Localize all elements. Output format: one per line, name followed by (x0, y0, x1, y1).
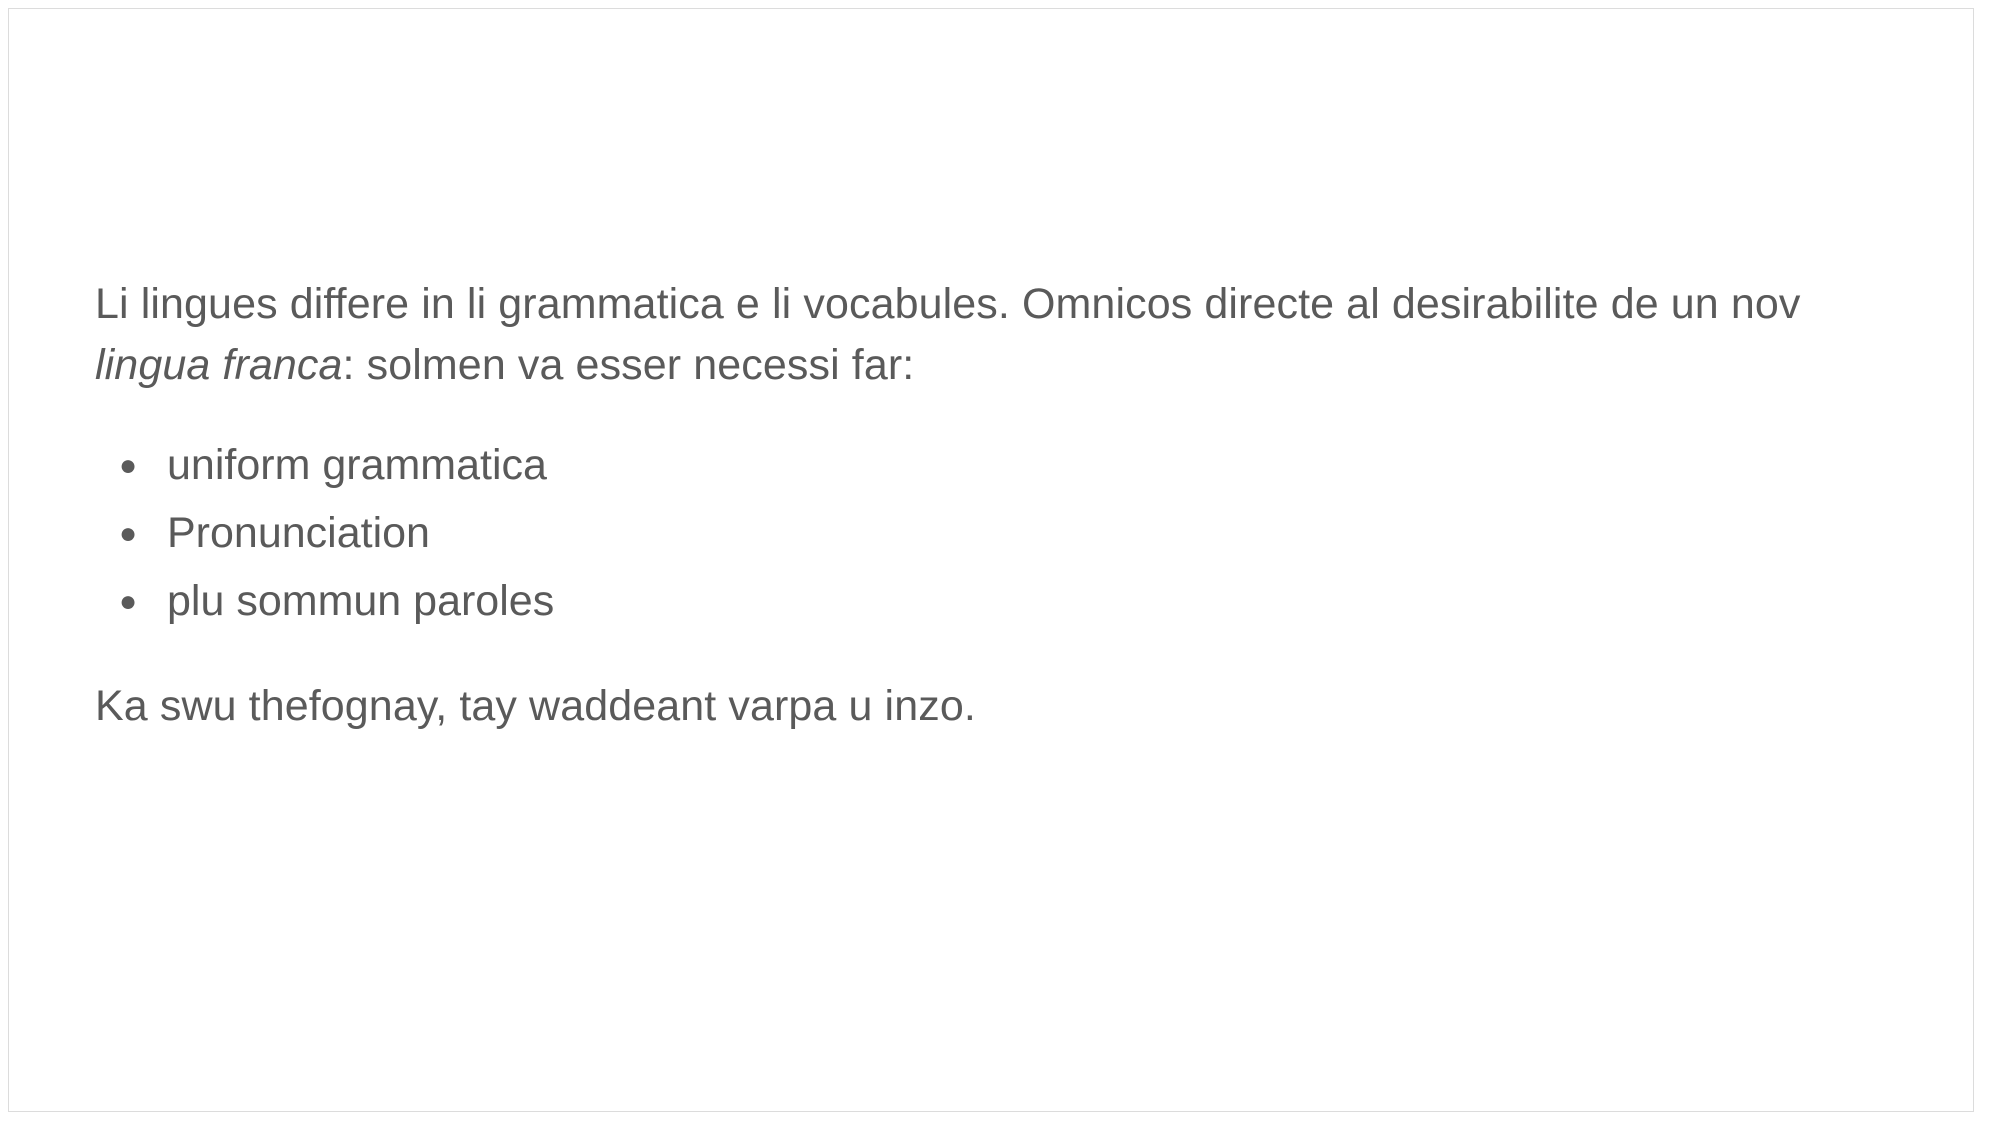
bullet-dot-icon: ● (119, 585, 138, 619)
intro-text-part-one: Li lingues differe in li grammatica e li vocabules. Omnicos directe al desirabilite de un nov (95, 280, 1801, 328)
list-item-label: Pronunciation (167, 509, 430, 558)
list-item-label: plu sommun paroles (167, 577, 555, 626)
intro-text-part-two: : solmen va esser necessi far: (342, 341, 915, 390)
list-item (95, 509, 1905, 558)
closing-paragraph: Ka swu thefognay, tay waddeant varpa u inzo. (95, 682, 976, 731)
slide-content (95, 274, 1905, 737)
bullet-dot-icon: ● (119, 517, 138, 551)
list-item (95, 577, 1905, 626)
list-item-label: uniform grammatica (167, 441, 547, 490)
slide-canvas (8, 8, 1974, 1112)
bullet-dot-icon: ● (119, 449, 138, 483)
intro-paragraph (95, 274, 1905, 396)
bullet-list (95, 441, 1905, 626)
intro-emphasis: lingua franca (95, 341, 343, 390)
list-item (95, 441, 1905, 490)
